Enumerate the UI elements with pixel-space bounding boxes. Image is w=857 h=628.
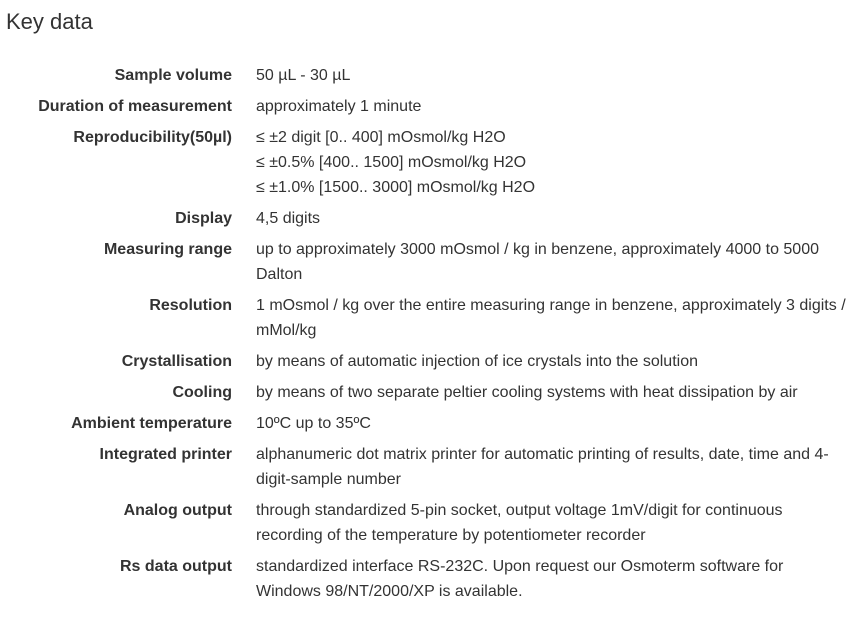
section-heading: Key data — [6, 9, 93, 34]
row-label: Integrated printer — [99, 446, 232, 463]
row-label: Analog output — [123, 502, 232, 519]
row-value: through standardized 5-pin socket, output voltage 1mV/digit for continuous recording of the temperature by potentiometer recorder — [256, 502, 783, 544]
table-row — [6, 442, 852, 498]
row-label: Crystallisation — [121, 353, 232, 370]
row-label: Cooling — [172, 384, 232, 401]
row-value: up to approximately 3000 mOsmol / kg in benzene, approximately 4000 to 5000 Dalton — [256, 241, 819, 283]
row-label: Duration of measurement — [38, 98, 232, 115]
row-value — [256, 125, 852, 206]
row-value: 4,5 digits — [256, 210, 321, 227]
row-value: 1 mOsmol / kg over the entire measuring range in benzene, approximately 3 digits / mMol/kg — [256, 297, 846, 339]
row-label: Rs data output — [120, 558, 232, 575]
table-row — [6, 206, 852, 237]
row-value: 50 µL - 30 µL — [256, 67, 351, 84]
value-line: ≤ ±1.0% [1500.. 3000] mOsmol/kg H2O — [256, 179, 536, 196]
row-value: by means of automatic injection of ice crystals into the solution — [256, 353, 698, 370]
row-value: alphanumeric dot matrix printer for automatic printing of results, date, time and 4-digit-sample number — [256, 446, 829, 488]
value-line: ≤ ±0.5% [400.. 1500] mOsmol/kg H2O — [256, 154, 527, 171]
row-label: Ambient temperature — [71, 415, 232, 432]
table-row — [6, 554, 852, 610]
table-row — [6, 125, 852, 206]
table-row — [6, 293, 852, 349]
value-line: ≤ ±2 digit [0.. 400] mOsmol/kg H2O — [256, 129, 506, 146]
table-row — [6, 63, 852, 94]
row-label: Measuring range — [103, 241, 232, 258]
table-row — [6, 411, 852, 442]
table-row — [6, 498, 852, 554]
table-row — [6, 94, 852, 125]
row-label: Sample volume — [114, 67, 232, 84]
row-label: Resolution — [149, 297, 232, 314]
row-value: standardized interface RS-232C. Upon request our Osmoterm software for Windows 98/NT/2000/XP is available. — [256, 558, 784, 600]
row-label: Display — [175, 210, 232, 227]
table-row — [6, 349, 852, 380]
row-value: by means of two separate peltier cooling systems with heat dissipation by air — [256, 384, 798, 401]
row-value: approximately 1 minute — [256, 98, 422, 115]
row-label: Reproducibility(50µl) — [73, 129, 232, 146]
table-row — [6, 237, 852, 293]
row-value: 10ºC up to 35ºC — [256, 415, 371, 432]
key-data-table — [6, 63, 852, 610]
table-row — [6, 380, 852, 411]
